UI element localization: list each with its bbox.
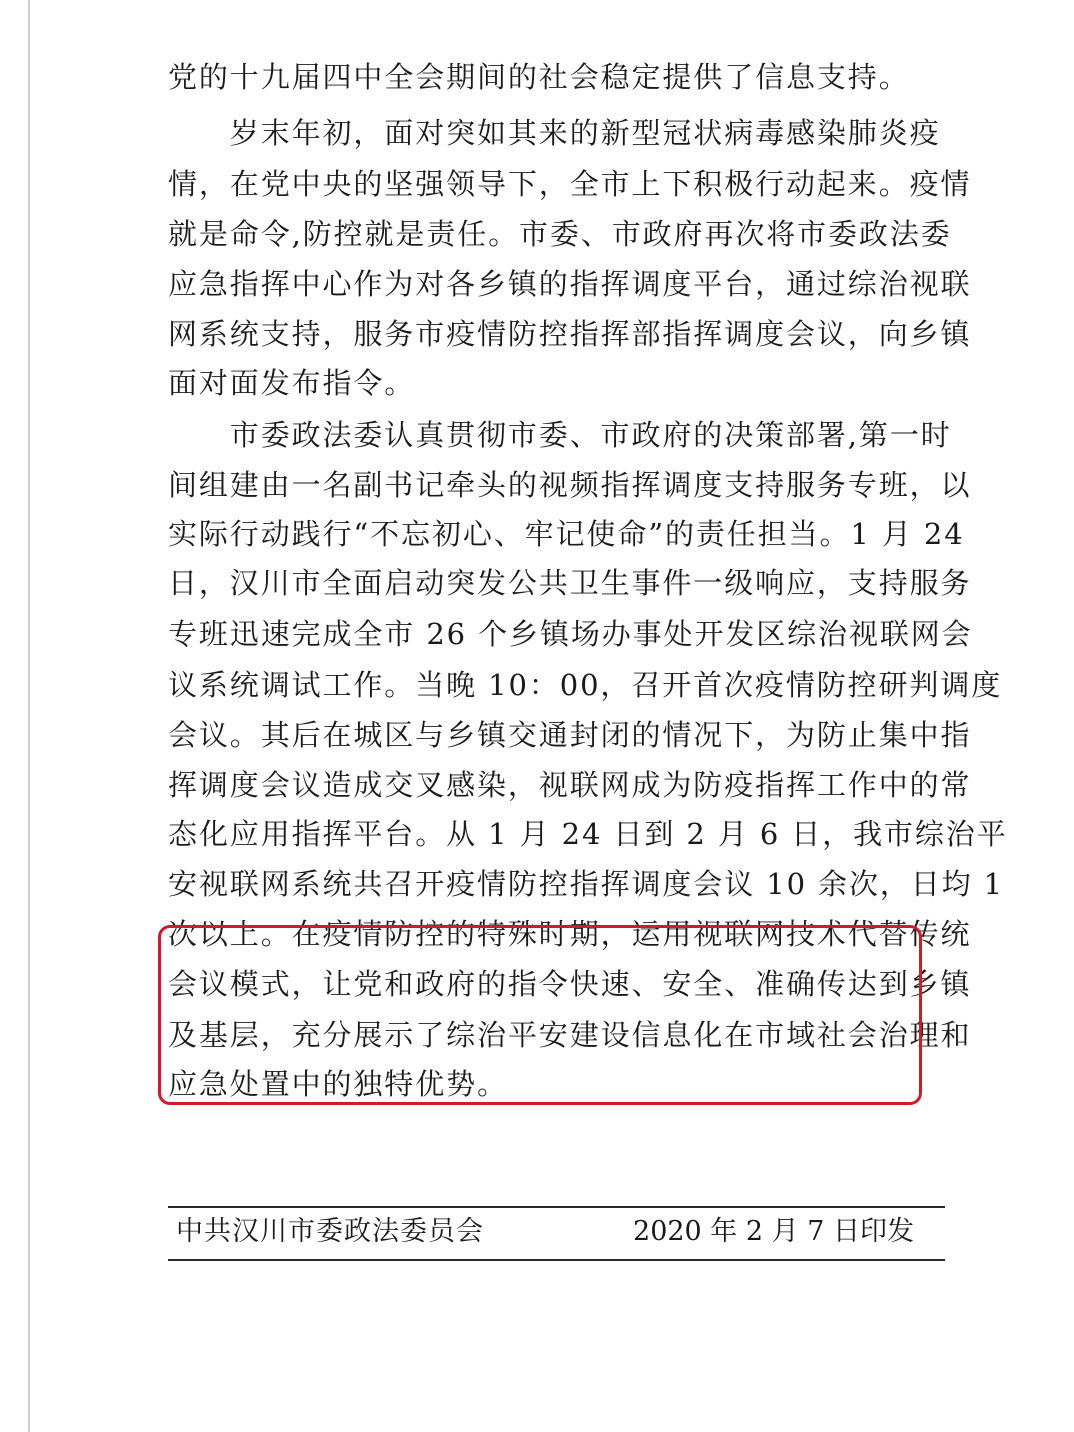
text-line: 党的十九届四中全会期间的社会稳定提供了信息支持。: [168, 60, 910, 94]
text-line: 专班迅速完成全市 26 个乡镇场办事处开发区综治视联网会: [168, 617, 973, 651]
text-line: 市委政法委认真贯彻市委、市政府的决策部署,第一时: [168, 418, 952, 452]
footer-organization: 中共汉川市委政法委员会: [176, 1216, 484, 1247]
text-line: 及基层，充分展示了综治平安建设信息化在市域社会治理和: [168, 1018, 972, 1052]
footer-bottom-rule: [168, 1259, 945, 1261]
footer-issue-date: 2020 年 2 月 7 日印发: [633, 1216, 914, 1247]
text-line: 面对面发布指令。: [168, 366, 416, 400]
text-line: 应急指挥中心作为对各乡镇的指挥调度平台，通过综治视联: [168, 267, 972, 301]
text-line: 挥调度会议造成交叉感染，视联网成为防疫指挥工作中的常: [168, 768, 972, 802]
text-line: 情，在党中央的坚强领导下，全市上下积极行动起来。疫情: [168, 167, 972, 201]
page-left-edge: [28, 0, 30, 1432]
text-line: 日，汉川市全面启动突发公共卫生事件一级响应，支持服务: [168, 566, 972, 600]
highlight-annotation-box: [158, 925, 922, 1105]
text-line: 应急处置中的独特优势。: [168, 1067, 508, 1101]
text-line: 会议。其后在城区与乡镇交通封闭的情况下，为防止集中指: [168, 718, 972, 752]
text-line: 会议模式，让党和政府的指令快速、安全、准确传达到乡镇: [168, 967, 972, 1001]
text-line: 次以上。在疫情防控的特殊时期，运用视联网技术代替传统: [168, 917, 972, 951]
text-line: 就是命令,防控就是责任。市委、市政府再次将市委政法委: [168, 217, 952, 251]
text-line: 议系统调试工作。当晚 10：00，召开首次疫情防控研判调度: [168, 668, 1003, 702]
text-line: 岁末年初，面对突如其来的新型冠状病毒感染肺炎疫: [168, 116, 941, 150]
text-line: 安视联网系统共召开疫情防控指挥调度会议 10 余次，日均 1: [168, 867, 1005, 901]
footer-top-rule: [168, 1206, 945, 1208]
text-line: 态化应用指挥平台。从 1 月 24 日到 2 月 6 日，我市综治平: [168, 817, 1008, 851]
text-line: 实际行动践行“不忘初心、牢记使命”的责任担当。1 月 24: [168, 517, 965, 551]
text-line: 网系统支持，服务市疫情防控指挥部指挥调度会议，向乡镇: [168, 317, 972, 351]
text-line: 间组建由一名副书记牵头的视频指挥调度支持服务专班，以: [168, 468, 972, 502]
